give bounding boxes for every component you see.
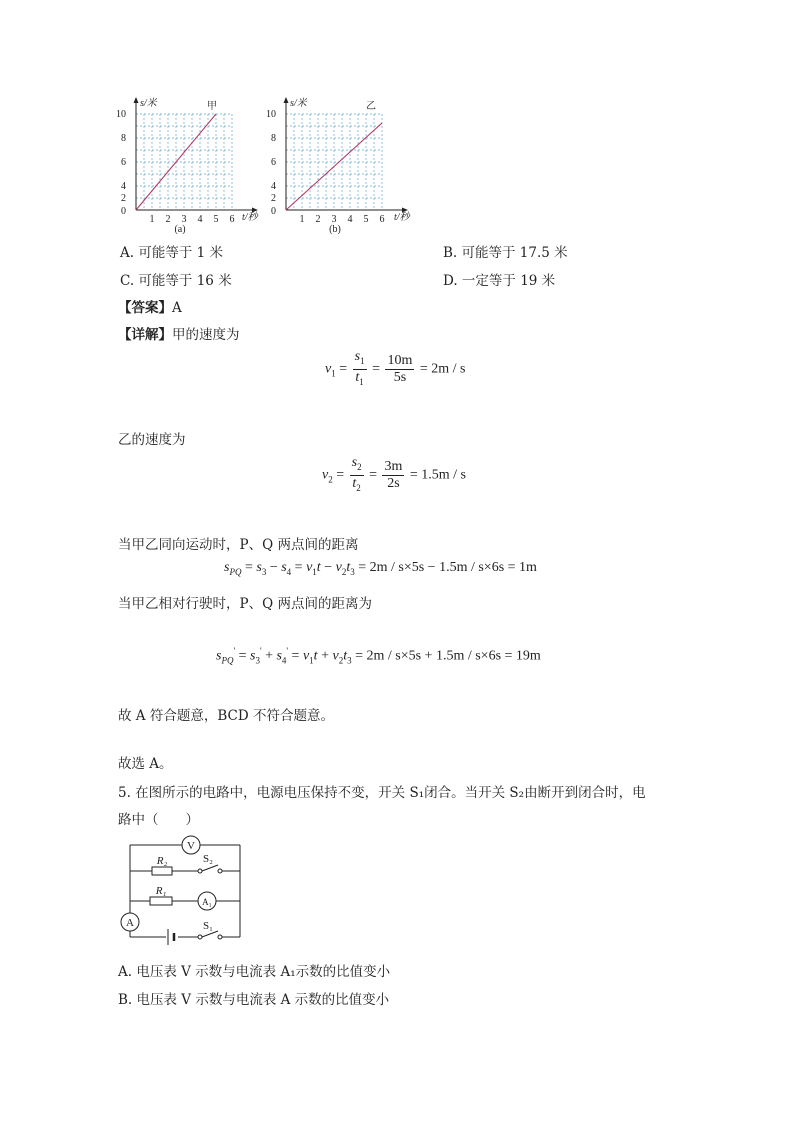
result: = 2m / s — [419, 361, 466, 377]
line-yi — [286, 123, 382, 210]
fraction — [382, 459, 404, 492]
option-a: A. 可能等于 1 米 — [120, 245, 224, 261]
detail-line — [118, 323, 240, 343]
ytick: 6 — [271, 157, 276, 168]
answer-line — [118, 296, 182, 316]
xtick: 6 — [379, 214, 385, 225]
formula-v1: $v_1$ = $\frac{s_1}{t_1}$ = $\frac{10m}{5s}$ = 2m / s — [325, 349, 466, 390]
detail-intro1: 甲的速度为 — [172, 327, 240, 343]
curve-label-jia: 甲 — [207, 101, 217, 112]
spq-result: = 2m / s×5s − 1.5m / s×6s = 1m — [358, 560, 537, 575]
ytick: 2 — [271, 193, 276, 204]
ytick: 10 — [116, 109, 126, 120]
caption-b: (b) — [329, 224, 341, 235]
grid-b — [286, 114, 382, 210]
t-symbol: t — [352, 475, 357, 491]
s-symbol: s — [354, 349, 361, 364]
q5-line2: 路中（ ） — [118, 812, 199, 828]
s2-label: S₂ — [203, 853, 213, 865]
xtick: 1 — [149, 214, 155, 225]
spq2-result: = 2m / s×5s + 1.5m / s×6s = 19m — [355, 648, 541, 664]
detail-intro2: 乙的速度为 — [118, 432, 186, 448]
numerator: 3m — [384, 458, 403, 474]
choice: 故选 A。 — [118, 756, 173, 772]
ytick: 8 — [121, 133, 126, 144]
detail-label: 【详解】 — [118, 327, 172, 343]
graph-b — [266, 92, 428, 235]
numerator: 10m — [387, 352, 413, 368]
xtick: 4 — [197, 214, 203, 225]
s-symbol: s — [351, 455, 358, 470]
q5-line1: 5. 在图所示的电路中，电源电压保持不变，开关 S₁闭合。当开关 S₂由断开到闭合时，电 — [118, 785, 646, 801]
result: = 1.5m / s — [409, 467, 466, 483]
denominator: 5s — [393, 369, 407, 385]
xtick: 3 — [181, 214, 187, 225]
denominator: 2s — [387, 475, 400, 491]
q5-option-a: A. 电压表 V 示数与电流表 A₁示数的比值变小 — [118, 964, 391, 980]
option-d: D. 一定等于 19 米 — [443, 273, 556, 289]
ytick: 8 — [271, 133, 276, 144]
r1-label: R₁ — [155, 885, 167, 897]
y-axis-label: s/米 — [140, 98, 157, 109]
option-c: C. 可能等于 16 米 — [120, 273, 232, 289]
formula-spq-prime: $s_{PQ}' = s_3' + s_4' = v_1t + v_2t_3 = 2m / s\times 5s + 1.5m / s\times 6s = 19m$ — [216, 646, 541, 666]
xtick: 5 — [213, 214, 219, 225]
xtick: 2 — [315, 214, 321, 225]
grid-a — [136, 114, 232, 210]
xtick: 6 — [229, 214, 235, 225]
xtick: 1 — [299, 214, 305, 225]
ammeter-a-label: A — [126, 917, 134, 929]
ammeter-a1-label: A₁ — [202, 897, 212, 907]
graph-a — [116, 92, 278, 235]
ytick: 6 — [121, 157, 126, 168]
opposite-direction-text: 当甲乙相对行驶时，P、Q 两点间的距离为 — [118, 596, 372, 612]
ytick: 10 — [266, 109, 276, 120]
answer-value: A — [172, 300, 182, 316]
r2-resistor — [152, 867, 172, 875]
answer-label: 【答案】 — [118, 300, 172, 316]
xtick: 2 — [165, 214, 171, 225]
x-axis-label: t/秒 — [242, 212, 258, 223]
v2-symbol: v — [322, 467, 329, 483]
t-symbol: t — [355, 369, 360, 385]
origin: 0 — [271, 206, 276, 217]
ytick: 4 — [271, 181, 276, 192]
fraction — [385, 353, 414, 386]
v1-symbol: v — [325, 361, 332, 377]
curve-label-yi: 乙 — [366, 101, 376, 112]
ytick: 2 — [121, 193, 126, 204]
option-b: B. 可能等于 17.5 米 — [443, 245, 568, 261]
origin: 0 — [121, 206, 126, 217]
y-axis-label: s/米 — [290, 98, 307, 109]
same-direction-text: 当甲乙同向运动时，P、Q 两点间的距离 — [118, 537, 359, 553]
fraction: $\frac{s_2}{t_2}$ — [351, 455, 362, 493]
r1-resistor — [150, 897, 172, 905]
q5-option-b: B. 电压表 V 示数与电流表 A 示数的比值变小 — [118, 992, 390, 1008]
xtick: 5 — [363, 214, 369, 225]
s1-label: S₁ — [203, 920, 213, 932]
formula-v2: $v_2$ = $\frac{s_2}{t_2}$ = $\frac{3m}{2s}$ = 1.5m / s — [322, 455, 466, 496]
circuit-diagram — [112, 833, 252, 949]
caption-a: (a) — [174, 224, 186, 235]
conclusion: 故 A 符合题意，BCD 不符合题意。 — [118, 708, 334, 724]
r2-label: R₂ — [156, 855, 168, 867]
ytick: 4 — [121, 181, 126, 192]
xtick: 4 — [347, 214, 353, 225]
x-axis-label: t/秒 — [394, 212, 410, 223]
voltmeter-label: V — [187, 840, 195, 852]
formula-spq: $s_{PQ} = s_3 - s_4 = v_1t - v_2t_3 = 2m / s\times 5s - 1.5m / s\times 6s = 1m$ — [224, 560, 537, 577]
xtick: 3 — [331, 214, 337, 225]
fraction: $\frac{s_1}{t_1}$ — [354, 349, 365, 387]
